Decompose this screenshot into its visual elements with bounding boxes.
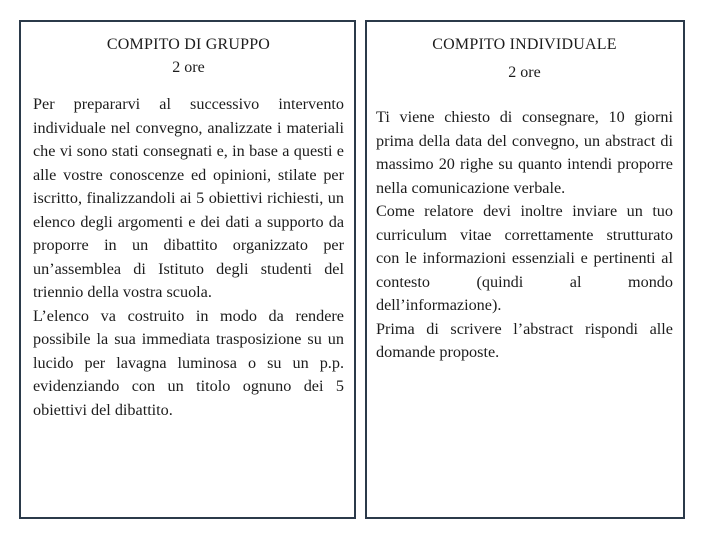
group-task-duration: 2 ore [172, 59, 205, 76]
individual-task-duration: 2 ore [508, 64, 541, 81]
individual-task-paragraph: Ti viene chiesto di consegnare, 10 giorni prima della data del convegno, un abstract di massimo 20 righe su quanto intendi proporre nella comunicazione verbale. [376, 108, 673, 197]
group-task-title: COMPITO DI GRUPPO [106, 36, 271, 53]
individual-task-title: COMPITO INDIVIDUALE [432, 36, 617, 53]
group-task-paragraph: L’elenco va costruito in modo da rendere possibile la sua immediata trasposizione su un lucido per lavagna luminosa o su un p.p. evidenziando con un titolo ognuno dei 5 obiettivi del dibattito. [33, 306, 344, 419]
individual-task-paragraph: Come relatore devi inoltre inviare un tuo curriculum vitae correttamente strutturato con le informazioni essenziali e pertinenti al contesto (quindi al mondo dell’informazione). [376, 202, 673, 314]
group-task-paragraph: Per prepararvi al successivo intervento individuale nel convegno, analizzate i materiali che vi sono stati consegnati e, in base a questi e alle vostre conoscenze ed opinioni, stilate per iscritto, finalizzandoli ai 5 obiettivi richiesti, un elenco degli argomenti e dei dati a supporto da proporre in un dibattito organizzato per un’assemblea di Istituto degli studenti del triennio della vostra scuola. [33, 95, 344, 301]
individual-task-paragraph: Prima di scrivere l’abstract rispondi alle domande proposte. [376, 319, 673, 361]
individual-task-description [376, 106, 673, 365]
group-task-panel [19, 20, 356, 519]
group-task-description [33, 93, 344, 422]
individual-task-panel [365, 20, 685, 519]
